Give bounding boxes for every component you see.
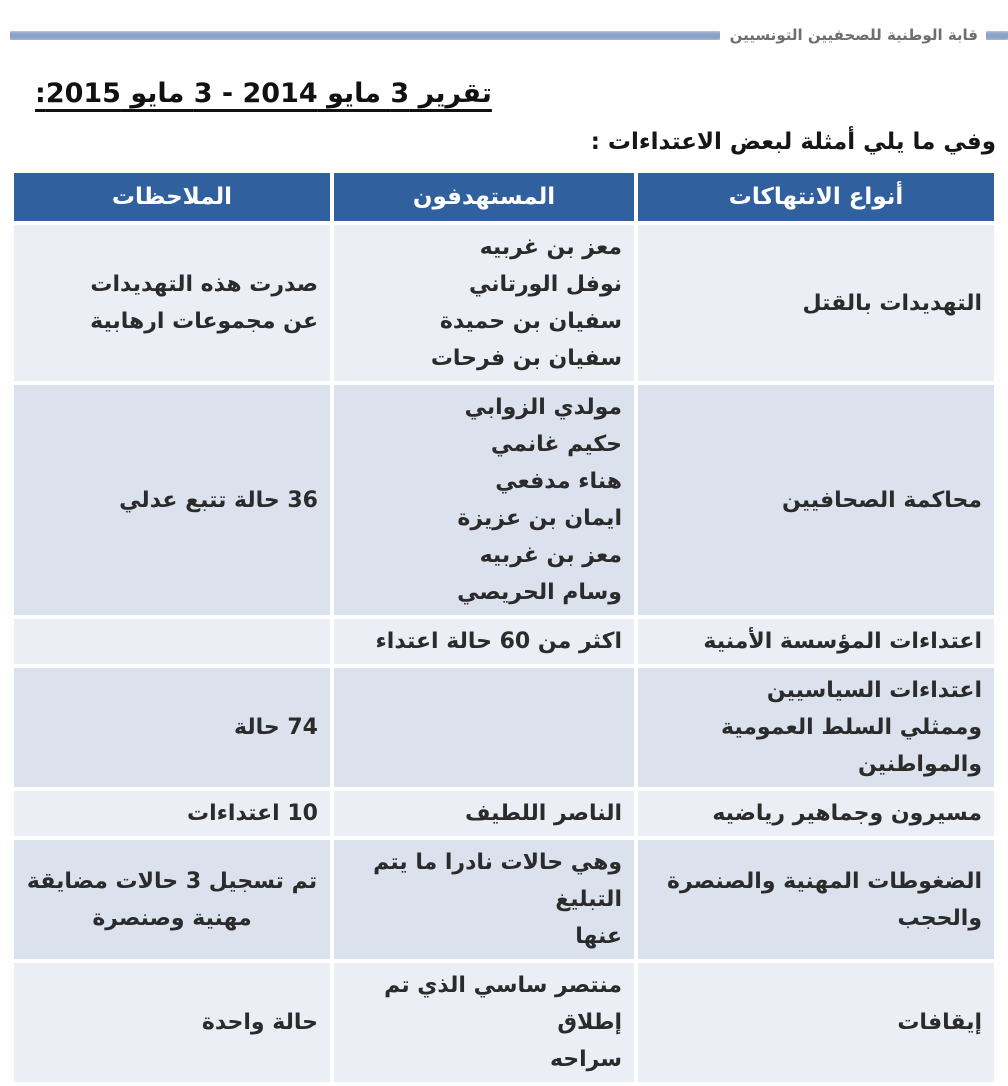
cell-line: 36 حالة تتبع عدلي [119,487,318,513]
cell-line: معز بن غربيه [479,543,622,568]
cell-line: اعتداءات المؤسسة الأمنية [703,629,982,654]
report-title: تقرير 3 مايو 2014 - 3 مايو 2015: [35,78,492,109]
cell-line: اكثر من 60 حالة اعتداء [375,629,622,654]
violations-table-wrapper [10,169,998,1086]
cell-line: محاكمة الصحافيين [781,487,982,513]
examples-subtitle: وفي ما يلي أمثلة لبعض الاعتداءات : [590,129,996,155]
cell-notes [14,791,330,836]
cell-line: وهي حالات نادرا ما يتم التبليغ [373,850,622,912]
cell-type [638,225,994,381]
cell-line: التهديدات بالقتل [802,290,982,316]
table-header [14,173,994,221]
cell-line: سفيان بن فرحات [430,346,622,371]
table-row [14,840,994,959]
cell-line: اعتداءات السياسيين [766,678,982,703]
cell-type [638,791,994,836]
organization-name: قابة الوطنية للصحفيين التونسيين [729,26,978,44]
cell-line: حكيم غانمي [490,432,622,457]
column-header-violation-types: أنواع الانتهاكات [638,173,994,221]
cell-line: وممثلي السلط العمومية والمواطنين [720,715,982,777]
cell-line: منتصر ساسي الذي تم إطلاق [384,973,622,1035]
cell-type [638,619,994,664]
cell-targets [334,668,634,787]
cell-line: مهنية وصنصرة [92,905,252,931]
cell-line: مسيرون وجماهير رياضيه [712,801,982,826]
table-body [14,225,994,1082]
cell-notes [14,385,330,615]
cell-line: إيقافات [897,1010,982,1035]
cell-line: عنها [575,924,622,949]
cell-line: وسام الحريصي [457,580,622,605]
table-row [14,963,994,1082]
table-row [14,619,994,664]
violations-table [10,169,998,1086]
header-rule-short [986,31,1008,40]
cell-targets [334,385,634,615]
cell-line: تم تسجيل 3 حالات مضايقة [26,868,318,894]
document-page [0,26,1008,1072]
cell-line: 10 اعتداءات [187,801,318,826]
cell-line: عن مجموعات ارهابية [90,309,318,334]
cell-notes [14,840,330,959]
cell-targets [334,791,634,836]
cell-line: والحجب [897,905,982,931]
cell-line: نوفل الورتاني [468,272,622,297]
cell-line: الناصر اللطيف [464,801,622,826]
cell-line: ايمان بن عزيزة [457,506,622,531]
cell-type [638,385,994,615]
cell-targets [334,840,634,959]
cell-line: سراحه [549,1047,622,1072]
table-row [14,668,994,787]
cell-line: حالة واحدة [201,1010,318,1035]
cell-notes [14,619,330,664]
cell-notes [14,668,330,787]
cell-line: هناء مدفعي [495,469,622,494]
cell-line: مولدي الزوابي [464,395,622,420]
cell-targets [334,619,634,664]
page-header [0,26,1008,44]
header-rule-long [10,31,720,40]
cell-type [638,840,994,959]
cell-line: سفيان بن حميدة [439,309,622,334]
cell-targets [334,225,634,381]
cell-type [638,963,994,1082]
table-row [14,791,994,836]
cell-line: معز بن غربيه [479,235,622,260]
table-row [14,385,994,615]
cell-type [638,668,994,787]
cell-line: صدرت هذه التهديدات [90,272,318,297]
cell-notes [14,963,330,1082]
cell-targets [334,963,634,1082]
column-header-targeted: المستهدفون [334,173,634,221]
column-header-notes: الملاحظات [14,173,330,221]
cell-line: الضغوطات المهنية والصنصرة [667,868,982,894]
table-header-row [14,173,994,221]
cell-notes [14,225,330,381]
cell-line: 74 حالة [233,715,318,740]
table-row [14,225,994,381]
